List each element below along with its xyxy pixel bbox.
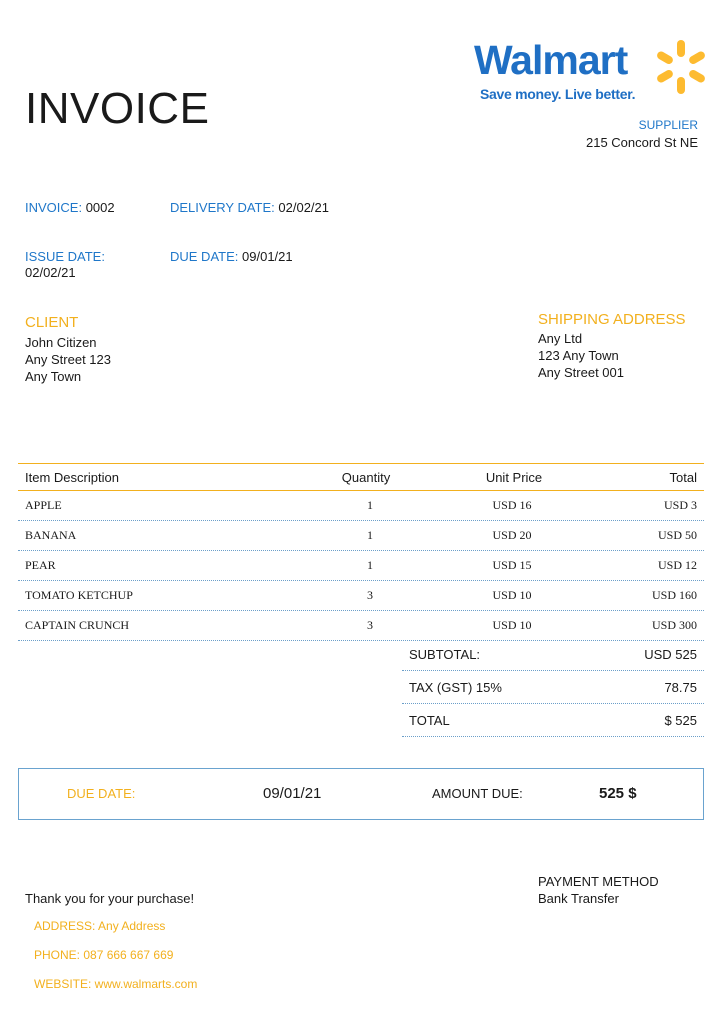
totals-block — [402, 638, 704, 737]
amount-due-label: AMOUNT DUE: — [432, 786, 523, 801]
cell-unit-price: USD 10 — [492, 588, 532, 602]
cell-total: USD 50 — [657, 528, 697, 542]
supplier-label: SUPPLIER — [638, 118, 698, 132]
logo-tagline: Save money. Live better. — [480, 86, 636, 102]
client-line: Any Town — [25, 369, 82, 384]
cell-unit-price: USD 16 — [492, 498, 532, 512]
invoice-number-value: 0002 — [85, 200, 115, 215]
cell-unit-price: USD 20 — [492, 528, 532, 542]
cell-description: BANANA — [25, 528, 77, 542]
shipping-heading: SHIPPING ADDRESS — [538, 311, 686, 328]
cell-quantity: 3 — [367, 588, 373, 602]
supplier-address: 215 Concord St NE — [585, 135, 698, 150]
tax-value: 78.75 — [664, 679, 697, 695]
spark-icon — [652, 38, 710, 96]
cell-quantity: 1 — [367, 498, 373, 512]
cell-quantity: 1 — [367, 558, 373, 572]
client-address — [25, 334, 111, 385]
payment-method-value: Bank Transfer — [538, 891, 619, 906]
amount-due-value: 525 $ — [599, 785, 637, 802]
shipping-line: Any Street 001 — [538, 365, 624, 380]
cell-total: USD 160 — [651, 588, 697, 602]
due-date-value: 09/01/21 — [242, 249, 293, 264]
table-row — [18, 521, 704, 551]
shipping-line: Any Ltd — [538, 331, 583, 346]
cell-total: USD 12 — [657, 558, 697, 572]
cell-quantity: 3 — [367, 618, 373, 632]
total-value: $ 525 — [664, 712, 697, 728]
cell-unit-price: USD 10 — [492, 618, 532, 632]
issue-date-label: ISSUE DATE: — [25, 249, 105, 264]
header-total: Total — [669, 469, 697, 485]
payment-method-label: PAYMENT METHOD — [538, 874, 659, 889]
total-label: TOTAL — [409, 712, 450, 728]
table-row — [18, 491, 704, 521]
thank-you-note: Thank you for your purchase! — [25, 891, 195, 906]
cell-unit-price: USD 15 — [492, 558, 532, 572]
table-row — [18, 551, 704, 581]
cell-description: CAPTAIN CRUNCH — [25, 618, 130, 632]
header-unit-price: Unit Price — [485, 469, 543, 485]
subtotal-value: USD 525 — [644, 646, 697, 662]
due-date — [170, 249, 293, 264]
shipping-line: 123 Any Town — [538, 348, 619, 363]
footer-website[interactable]: WEBSITE: www.walmarts.com — [34, 977, 198, 991]
shipping-address — [538, 330, 624, 381]
header-description: Item Description — [25, 469, 119, 485]
footer-phone: PHONE: 087 666 667 669 — [34, 948, 174, 962]
items-table — [18, 463, 704, 641]
due-date-label: DUE DATE: — [170, 249, 239, 264]
total-row — [402, 704, 704, 737]
cell-description: TOMATO KETCHUP — [25, 588, 133, 602]
header-quantity: Quantity — [341, 469, 391, 485]
due-box-date-label: DUE DATE: — [67, 786, 136, 801]
cell-description: PEAR — [25, 558, 56, 572]
delivery-date-value: 02/02/21 — [278, 200, 329, 215]
client-line: John Citizen — [25, 335, 97, 350]
tax-label: TAX (GST) 15% — [409, 679, 502, 695]
issue-date-value: 02/02/21 — [25, 265, 76, 280]
walmart-logo — [474, 36, 714, 108]
cell-quantity: 1 — [367, 528, 373, 542]
cell-total: USD 300 — [651, 618, 697, 632]
client-heading: CLIENT — [25, 314, 79, 331]
tax-row — [402, 671, 704, 704]
client-line: Any Street 123 — [25, 352, 111, 367]
footer-address: ADDRESS: Any Address — [34, 919, 166, 933]
table-row — [18, 611, 704, 641]
delivery-date-label: DELIVERY DATE: — [170, 200, 275, 215]
due-box-date-value: 09/01/21 — [263, 785, 322, 802]
subtotal-row — [402, 638, 704, 671]
subtotal-label: SUBTOTAL: — [409, 646, 481, 662]
page-title: INVOICE — [25, 84, 210, 133]
logo-wordmark: Walmart — [474, 37, 628, 83]
delivery-date — [170, 200, 329, 215]
cell-description: APPLE — [25, 498, 62, 512]
invoice-number-label: INVOICE: — [25, 200, 83, 215]
table-header — [18, 463, 704, 491]
table-row — [18, 581, 704, 611]
amount-due-box — [18, 768, 704, 820]
invoice-number — [25, 200, 115, 215]
cell-total: USD 3 — [663, 498, 697, 512]
